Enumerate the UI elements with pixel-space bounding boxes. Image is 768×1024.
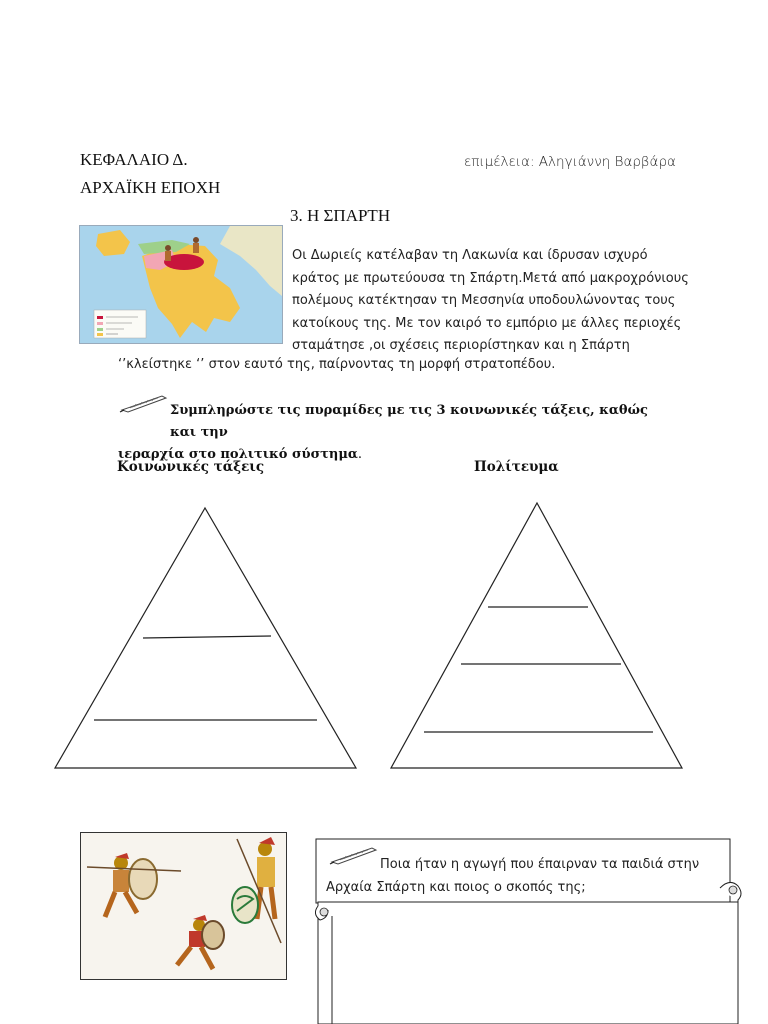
question-line-1: Ποια ήταν η αγωγή που έπαιρναν τα παιδιά στην <box>380 857 700 872</box>
social-classes-pyramid <box>52 505 360 771</box>
polity-heading: Πολίτευμα <box>474 459 559 475</box>
map-image <box>79 225 283 344</box>
peloponnese-map <box>80 226 282 343</box>
paragraph-line: κράτος με πρωτεύουσα τη Σπάρτη.Μετά από μακροχρόνιους <box>292 270 689 286</box>
chapter-heading: ΚΕΦΑΛΑΙΟ Δ. <box>80 150 188 169</box>
question-text <box>326 853 726 899</box>
paragraph-line: Οι Δωριείς κατέλαβαν τη Λακωνία και ίδρυσαν ισχυρό <box>292 248 648 263</box>
polity-pyramid <box>388 500 686 771</box>
pyramid-answer-line[interactable] <box>143 636 271 638</box>
answer-area[interactable] <box>334 918 734 1022</box>
instruction-line-1: Συμπληρώστε τις πυραμίδες με τις 3 κοινωνικές τάξεις, καθώς και την <box>170 403 648 440</box>
paragraph-line: πολέμους κατέκτησαν τη Μεσσηνία υποδουλώνοντας τους <box>292 293 676 309</box>
section-title: 3. Η ΣΠΑΡΤΗ <box>290 206 391 225</box>
paragraph-line: κατοίκους της. Με τον καιρό το εμπόριο με άλλες περιοχές <box>292 315 682 331</box>
intro-paragraph <box>292 245 712 358</box>
instruction-text <box>118 400 678 466</box>
paragraph-last-line: ‘’κλείστηκε ‘’ στον εαυτό της, παίρνοντας τη μορφή στρατοπέδου. <box>118 357 556 372</box>
question-line-2: Αρχαία Σπάρτη και ποιος ο σκοπός της; <box>326 880 586 895</box>
author-credit: επιμέλεια: Αληγιάννη Βαρβάρα <box>464 154 676 170</box>
spartan-warriors-image <box>80 832 287 980</box>
instruction-line-2-text: ιεραρχία στο πολιτικό σύστημα <box>118 447 358 462</box>
social-classes-heading: Κοινωνικές τάξεις <box>117 459 265 475</box>
instruction-period: . <box>357 447 363 462</box>
era-heading: ΑΡΧΑΪΚΗ ΕΠΟΧΗ <box>80 178 221 197</box>
paragraph-line: σταμάτησε ,οι σχέσεις περιορίστηκαν και η Σπάρτη <box>292 338 630 354</box>
